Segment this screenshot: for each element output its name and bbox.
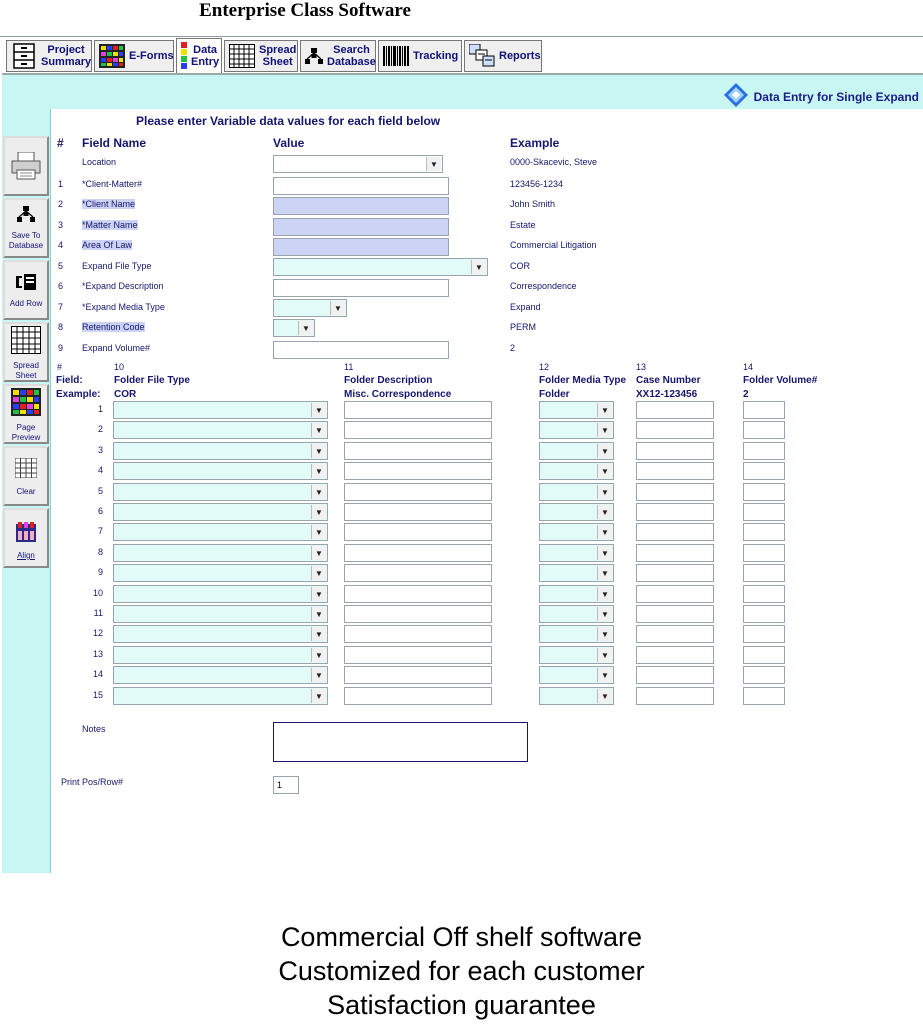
save-to-database-label: Save To Database [8, 231, 44, 250]
folder-media-type-select[interactable] [539, 544, 614, 562]
field-num-3: 3 [58, 220, 64, 230]
chevron-down-icon: ▼ [597, 444, 612, 458]
chevron-down-icon: ▼ [597, 668, 612, 682]
tab-label: Project Summary [41, 44, 92, 68]
example-retention-code: PERM [510, 322, 537, 332]
chevron-down-icon: ▼ [597, 627, 612, 641]
tab-bar [0, 36, 923, 73]
folder-volume-input[interactable] [743, 564, 785, 582]
folder-col-example: XX12-123456 [636, 389, 698, 400]
folder-media-type-select[interactable] [539, 503, 614, 521]
notes-textarea[interactable] [273, 722, 528, 762]
clear-label: Clear [16, 487, 36, 496]
example-expand-description: Correspondence [510, 281, 577, 291]
folder-row-number: 7 [97, 526, 103, 536]
folder-volume-input[interactable] [743, 646, 785, 664]
folder-col-name: Case Number [636, 375, 701, 386]
folder-media-type-select[interactable] [539, 585, 614, 603]
field-num-9: 9 [58, 343, 64, 353]
folder-volume-input[interactable] [743, 666, 785, 684]
folder-file-type-select[interactable] [113, 483, 328, 501]
eforms-grid-icon [98, 43, 126, 69]
chevron-down-icon: ▼ [597, 648, 612, 662]
folder-row-number: 12 [92, 628, 103, 638]
col-header-num: # [57, 136, 64, 150]
tab-label: Data Entry [191, 44, 220, 68]
folder-file-type-select[interactable] [113, 564, 328, 582]
file-cabinet-icon [10, 43, 38, 69]
example-client-name: John Smith [510, 199, 556, 209]
reports-icon [468, 43, 496, 69]
case-number-input[interactable] [636, 462, 714, 480]
folder-volume-input[interactable] [743, 503, 785, 521]
col-header-value: Value [273, 136, 305, 150]
folder-file-type-select[interactable] [113, 421, 328, 439]
chevron-down-icon: ▼ [311, 485, 326, 499]
case-number-input[interactable] [636, 544, 714, 562]
tab-search-database[interactable] [300, 40, 376, 72]
folder-col-name: Folder Volume# [743, 375, 818, 386]
folder-col-num: 10 [114, 362, 125, 372]
left-toolbar [2, 109, 51, 873]
chevron-down-icon: ▼ [597, 464, 612, 478]
case-number-input[interactable] [636, 564, 714, 582]
folder-description-input[interactable] [344, 687, 492, 705]
add-row-icon [16, 274, 36, 295]
folder-media-type-select[interactable] [539, 462, 614, 480]
folder-file-type-select[interactable] [113, 442, 328, 460]
chevron-down-icon: ▼ [426, 157, 441, 171]
case-number-input[interactable] [636, 503, 714, 521]
field-num-7: 7 [58, 302, 64, 312]
folder-row-number: 14 [92, 669, 103, 679]
chevron-down-icon: ▼ [311, 587, 326, 601]
chevron-down-icon: ▼ [311, 403, 326, 417]
folder-volume-input[interactable] [743, 585, 785, 603]
folder-media-type-select[interactable] [539, 483, 614, 501]
folder-media-type-select[interactable] [539, 646, 614, 664]
barcode-icon [382, 43, 410, 69]
client-name-input[interactable] [273, 197, 449, 215]
folder-col-example: COR [114, 389, 137, 400]
case-number-input[interactable] [636, 442, 714, 460]
form-subtitle: Please enter Variable data values for each field below [136, 114, 441, 128]
expand-file-type-select[interactable] [273, 258, 488, 276]
print-pos-label: Print Pos/Row# [61, 777, 124, 787]
folder-col-name: Folder File Type [114, 375, 190, 386]
spread-sheet-label: Spread Sheet [13, 361, 39, 380]
tab-reports[interactable] [464, 40, 542, 72]
case-number-input[interactable] [636, 483, 714, 501]
client-matter-input[interactable] [273, 177, 449, 195]
folder-volume-input[interactable] [743, 401, 785, 419]
field-label-expand-file-type: Expand File Type [82, 261, 152, 271]
field-label-location: Location [82, 157, 117, 167]
data-entry-icon [180, 43, 188, 69]
chevron-down-icon: ▼ [311, 525, 326, 539]
folder-field-label: Field: [56, 375, 83, 386]
footer-line-2: Customized for each customer [278, 956, 645, 986]
folder-file-type-select[interactable] [113, 401, 328, 419]
folder-row-number: 6 [97, 506, 103, 516]
folder-volume-input[interactable] [743, 442, 785, 460]
field-num-5: 5 [58, 261, 64, 271]
folder-media-type-select[interactable] [539, 401, 614, 419]
page-title: Enterprise Class Software [199, 0, 411, 21]
example-expand-media-type: Expand [510, 302, 541, 312]
folder-description-input[interactable] [344, 585, 492, 603]
header-band [2, 75, 923, 109]
folder-media-type-select[interactable] [539, 605, 614, 623]
tab-e-forms[interactable] [94, 40, 174, 72]
folder-volume-input[interactable] [743, 687, 785, 705]
folder-hash: # [57, 362, 63, 372]
folder-file-type-select[interactable] [113, 503, 328, 521]
chevron-down-icon: ▼ [311, 566, 326, 580]
add-row-label: Add Row [9, 299, 43, 308]
folder-media-type-select[interactable] [539, 421, 614, 439]
area-of-law-input[interactable] [273, 238, 449, 256]
field-label-area-of-law: Area Of Law [82, 240, 133, 250]
example-expand-volume: 2 [510, 343, 516, 353]
chevron-down-icon: ▼ [311, 607, 326, 621]
add-row-button[interactable] [3, 260, 49, 320]
folder-file-type-select[interactable] [113, 646, 328, 664]
field-num-8: 8 [58, 322, 64, 332]
field-label-expand-media-type: *Expand Media Type [82, 302, 165, 312]
folder-media-type-select[interactable] [539, 523, 614, 541]
field-label-expand-description: *Expand Description [82, 281, 164, 291]
folder-row-number: 11 [93, 608, 103, 618]
folder-col-name: Folder Media Type [539, 375, 627, 386]
field-num-6: 6 [58, 281, 64, 291]
folder-row-number: 2 [97, 424, 103, 434]
example-location: 0000-Skacevic, Steve [510, 157, 598, 167]
folder-row-number: 10 [92, 588, 103, 598]
tab-label: Reports [499, 50, 541, 62]
folder-col-num: 14 [743, 362, 754, 372]
location-select[interactable] [273, 155, 443, 173]
chevron-down-icon: ▼ [597, 525, 612, 539]
folder-row-number: 5 [97, 486, 103, 496]
chevron-down-icon: ▼ [311, 648, 326, 662]
notes-label: Notes [82, 724, 106, 734]
chevron-down-icon: ▼ [597, 485, 612, 499]
folder-file-type-select[interactable] [113, 625, 328, 643]
align-icon [16, 522, 36, 547]
case-number-input[interactable] [636, 646, 714, 664]
chevron-down-icon: ▼ [311, 423, 326, 437]
header-title-text: Data Entry for Single Expand [753, 89, 919, 104]
spreadsheet-icon [228, 43, 256, 69]
folder-description-input[interactable] [344, 462, 492, 480]
folder-volume-input[interactable] [743, 523, 785, 541]
folder-description-input[interactable] [344, 564, 492, 582]
folder-description-input[interactable] [344, 421, 492, 439]
example-expand-file-type: COR [510, 261, 530, 271]
chevron-down-icon: ▼ [597, 505, 612, 519]
folder-file-type-select[interactable] [113, 544, 328, 562]
folder-media-type-select[interactable] [539, 625, 614, 643]
color-grid-icon [11, 388, 41, 421]
folder-description-input[interactable] [344, 666, 492, 684]
case-number-input[interactable] [636, 585, 714, 603]
print-pos-input[interactable]: 1 [273, 776, 299, 794]
hierarchy-icon [17, 206, 35, 227]
expand-media-type-select[interactable] [273, 299, 347, 317]
footer-line-3: Satisfaction guarantee [327, 990, 596, 1020]
folder-file-type-select[interactable] [113, 666, 328, 684]
tab-label: Tracking [413, 50, 459, 62]
folder-volume-input[interactable] [743, 625, 785, 643]
folder-row-number: 8 [97, 547, 103, 557]
chevron-down-icon: ▼ [311, 689, 326, 703]
folder-row-number: 9 [97, 567, 103, 577]
example-area-of-law: Commercial Litigation [510, 240, 597, 250]
tab-tracking[interactable] [378, 40, 462, 72]
spread-sheet-button[interactable] [3, 322, 49, 382]
folder-description-input[interactable] [344, 401, 492, 419]
field-num-1: 1 [58, 179, 64, 189]
page-preview-button[interactable] [3, 384, 49, 444]
folder-col-num: 13 [636, 362, 647, 372]
folder-volume-input[interactable] [743, 605, 785, 623]
tab-spread-sheet[interactable] [224, 40, 298, 72]
folder-row-number: 4 [97, 465, 103, 475]
folder-row-number: 3 [97, 445, 103, 455]
chevron-down-icon: ▼ [311, 505, 326, 519]
grid-icon [15, 458, 37, 483]
folder-description-input[interactable] [344, 523, 492, 541]
folder-col-example: 2 [743, 389, 749, 400]
tab-label: E-Forms [129, 50, 174, 62]
align-label: Align [17, 551, 35, 560]
folder-file-type-select[interactable] [113, 523, 328, 541]
chevron-down-icon: ▼ [311, 464, 326, 478]
col-header-field-name: Field Name [82, 136, 147, 150]
chevron-down-icon: ▼ [597, 403, 612, 417]
folder-description-input[interactable] [344, 605, 492, 623]
expand-volume-input[interactable] [273, 341, 449, 359]
chevron-down-icon: ▼ [311, 546, 326, 560]
field-label-client-name: *Client Name [82, 199, 136, 209]
folder-description-input[interactable] [344, 503, 492, 521]
case-number-input[interactable] [636, 625, 714, 643]
folder-example-label: Example: [56, 389, 101, 400]
col-header-example: Example [510, 136, 560, 150]
folder-col-num: 12 [539, 362, 550, 372]
folder-col-name: Folder Description [344, 375, 433, 386]
field-label-expand-volume: Expand Volume# [82, 343, 151, 353]
chevron-down-icon: ▼ [597, 566, 612, 580]
page-preview-label: Page Preview [11, 423, 41, 442]
folder-media-type-select[interactable] [539, 687, 614, 705]
expand-description-input[interactable] [273, 279, 449, 297]
tab-project-summary[interactable] [6, 40, 92, 72]
matter-name-input[interactable] [273, 218, 449, 236]
field-num-4: 4 [58, 240, 64, 250]
chevron-down-icon: ▼ [298, 321, 313, 335]
clear-button[interactable] [3, 446, 49, 506]
field-num-2: 2 [58, 199, 64, 209]
folder-description-input[interactable] [344, 544, 492, 562]
folder-description-input[interactable] [344, 625, 492, 643]
folder-volume-input[interactable] [743, 544, 785, 562]
case-number-input[interactable] [636, 687, 714, 705]
folder-col-num: 11 [344, 362, 354, 372]
save-to-database-button[interactable] [3, 198, 49, 258]
folder-row-number: 15 [92, 690, 103, 700]
case-number-input[interactable] [636, 666, 714, 684]
chevron-down-icon: ▼ [311, 444, 326, 458]
example-matter-name: Estate [510, 220, 536, 230]
folder-row-number: 13 [92, 649, 103, 659]
folder-volume-input[interactable] [743, 483, 785, 501]
chevron-down-icon: ▼ [597, 607, 612, 621]
folder-description-input[interactable] [344, 483, 492, 501]
folder-description-input[interactable] [344, 646, 492, 664]
example-client-matter: 123456-1234 [510, 179, 564, 189]
case-number-input[interactable] [636, 421, 714, 439]
folder-col-example: Misc. Correspondence [344, 389, 452, 400]
folder-media-type-select[interactable] [539, 564, 614, 582]
chevron-down-icon: ▼ [597, 689, 612, 703]
tab-label: Spread Sheet [259, 44, 297, 68]
chevron-down-icon: ▼ [311, 627, 326, 641]
chevron-down-icon: ▼ [311, 668, 326, 682]
field-label-retention-code: Retention Code [82, 322, 145, 332]
diamond-icon [724, 83, 748, 110]
printer-icon [11, 152, 41, 185]
chevron-down-icon: ▼ [597, 587, 612, 601]
chevron-down-icon: ▼ [597, 423, 612, 437]
folder-col-example: Folder [539, 389, 570, 400]
case-number-input[interactable] [636, 605, 714, 623]
tab-label: Search Database [327, 44, 376, 68]
spreadsheet-icon [11, 326, 41, 359]
field-label-client-matter: *Client-Matter# [82, 179, 143, 189]
folder-volume-input[interactable] [743, 421, 785, 439]
folder-media-type-select[interactable] [539, 666, 614, 684]
folder-file-type-select[interactable] [113, 605, 328, 623]
chevron-down-icon: ▼ [471, 260, 486, 274]
retention-code-select[interactable] [273, 319, 315, 337]
folder-file-type-select[interactable] [113, 462, 328, 480]
folder-media-type-select[interactable] [539, 442, 614, 460]
folder-volume-input[interactable] [743, 462, 785, 480]
case-number-input[interactable] [636, 523, 714, 541]
header-title [724, 83, 919, 110]
hierarchy-icon [304, 43, 324, 69]
print-button[interactable] [3, 136, 49, 196]
tab-data-entry[interactable] [176, 38, 222, 73]
folder-file-type-select[interactable] [113, 687, 328, 705]
folder-file-type-select[interactable] [113, 585, 328, 603]
chevron-down-icon: ▼ [330, 301, 345, 315]
align-button[interactable] [3, 508, 49, 568]
footer-line-1: Commercial Off shelf software [280, 922, 643, 952]
folder-row-number: 1 [97, 404, 103, 414]
chevron-down-icon: ▼ [597, 546, 612, 560]
folder-description-input[interactable] [344, 442, 492, 460]
case-number-input[interactable] [636, 401, 714, 419]
field-label-matter-name: *Matter Name [82, 220, 138, 230]
